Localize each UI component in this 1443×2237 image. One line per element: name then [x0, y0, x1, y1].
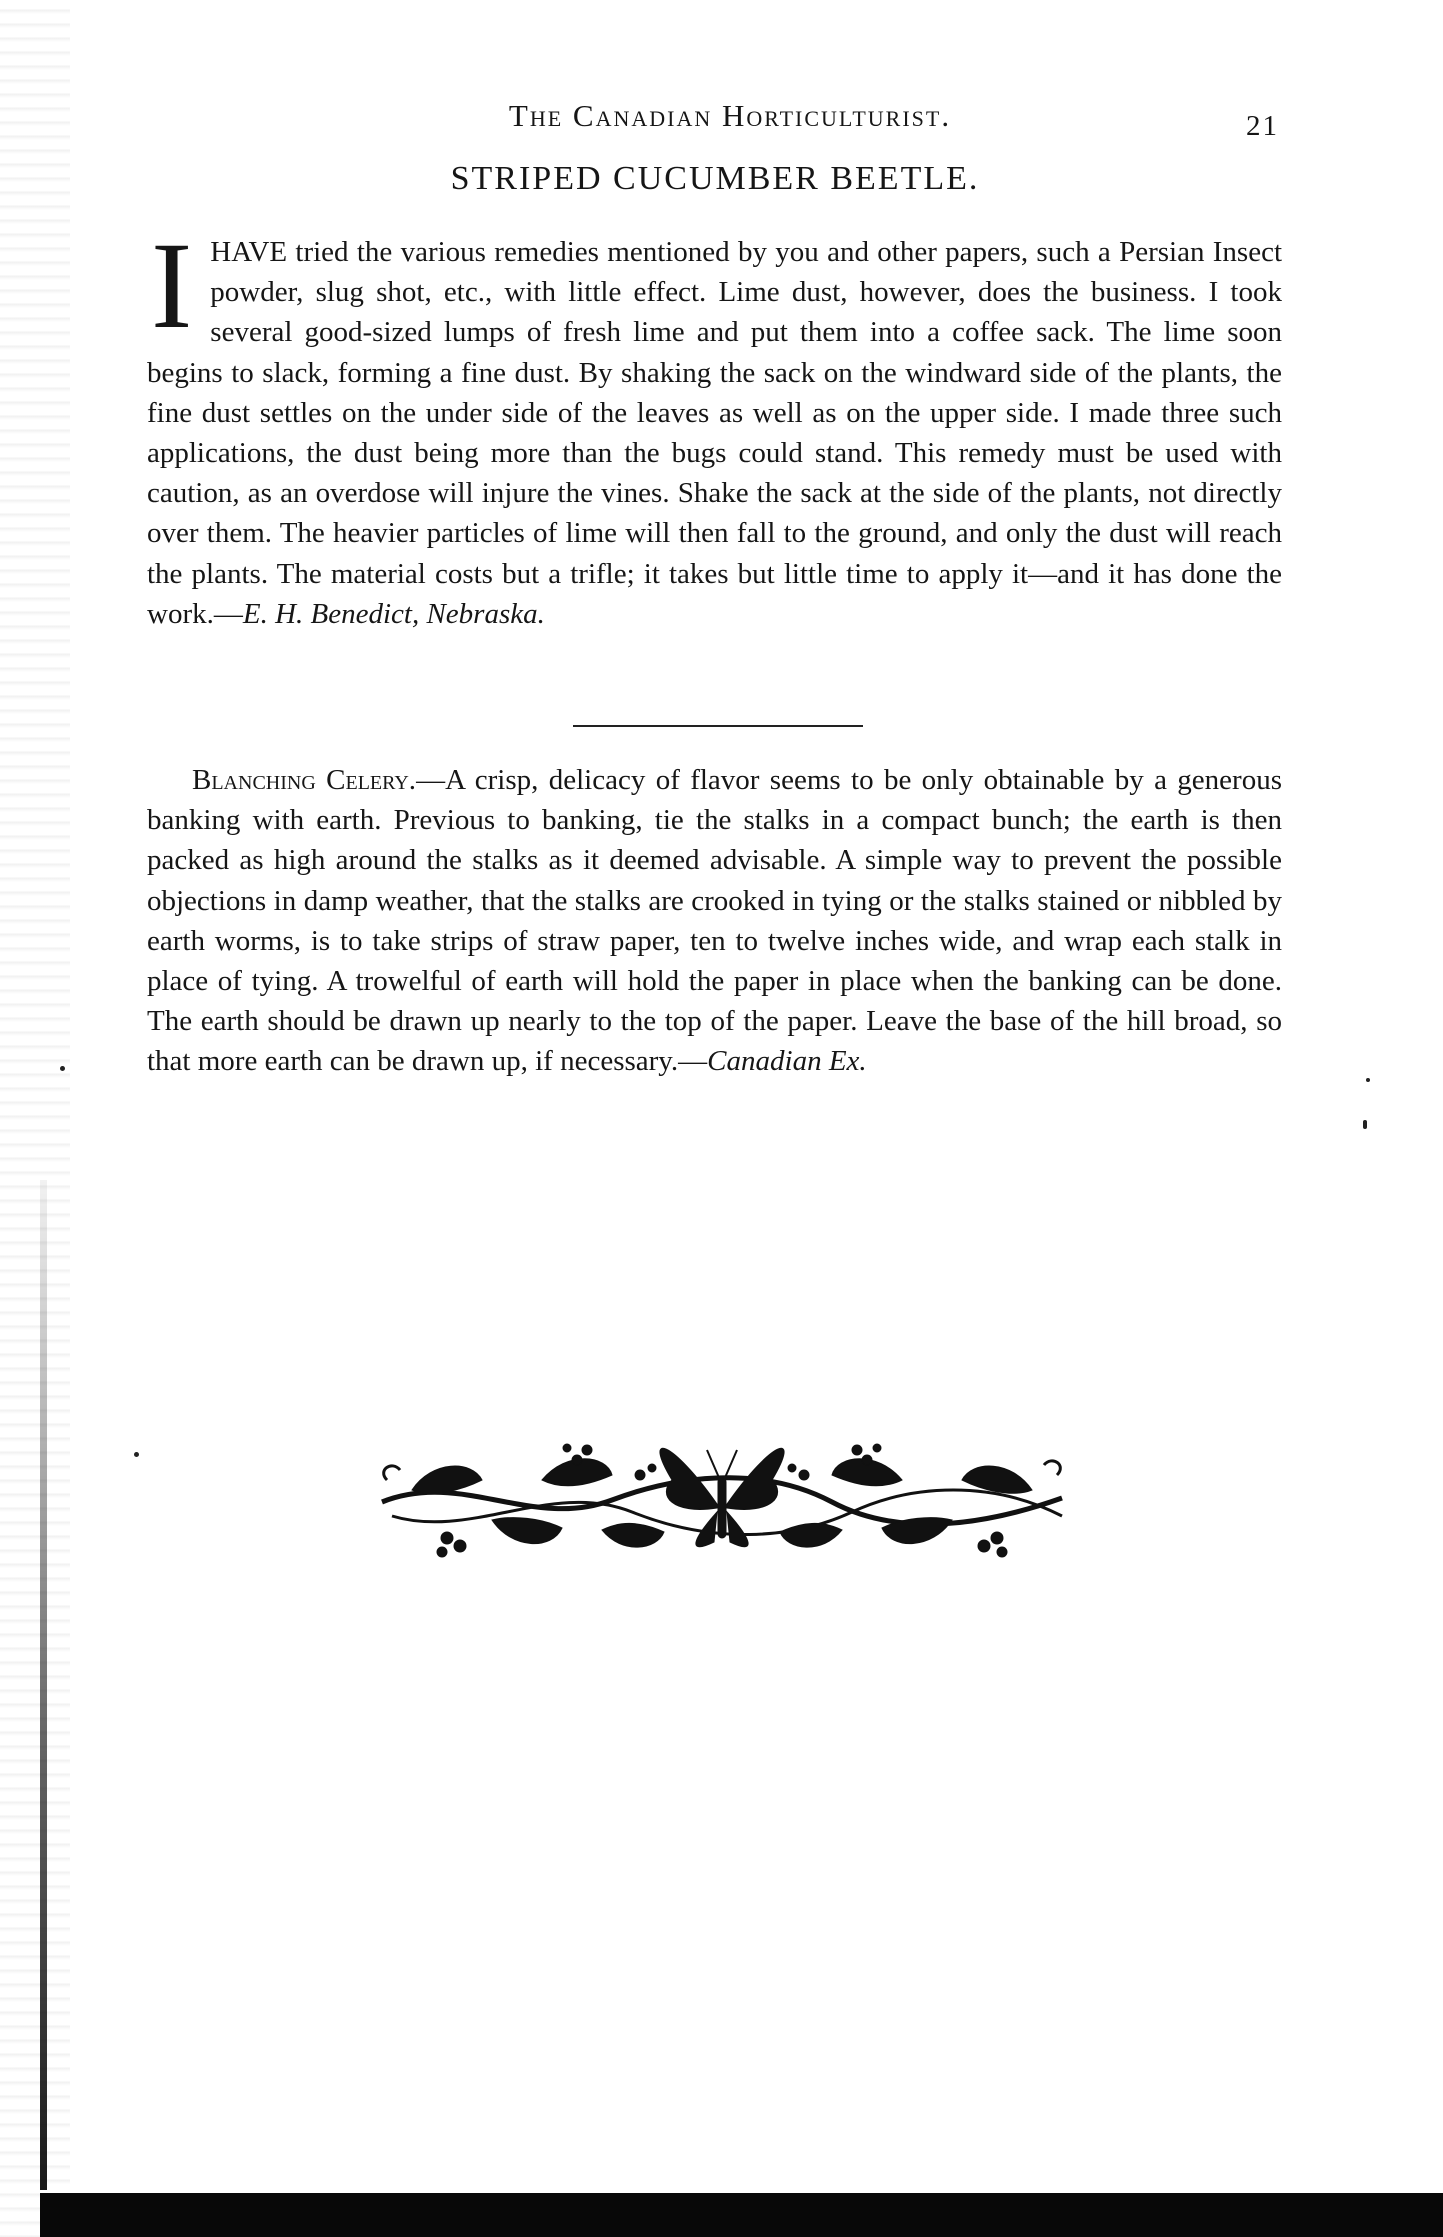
article-lead: Blanching Celery.	[192, 764, 417, 796]
article-blanching-celery	[147, 760, 1282, 1082]
article-body: HAVE tried the various remedies mentioned by you and other papers, such a Persian Insect powder, slug shot, etc., with little effect. Lime dust, however, does the business. I took several good-sized lumps of fresh lime and put them into a coffee sack. The lime soon begins to slack, forming a fine dust. By shaking the sack on the windward side of the plants, the fine dust settles on the under side of the leaves as well as on the upper side. I made three such applications, the dust being more than the bugs could stand. This remedy must be used with caution, as an overdose will injure the vines. Shake the sack at the side of the plants, not directly over them. The heavier particles of lime will then fall to the ground, and only the dust will reach the plants. The material costs but a trifle; it takes but little time to apply it—and it has done the work.—	[147, 236, 1282, 630]
scan-binding-shadow	[40, 1180, 47, 2190]
scan-bottom-edge	[40, 2193, 1443, 2237]
running-title: The Canadian Horticulturist.	[508, 98, 952, 133]
article-title: STRIPED CUCUMBER BEETLE.	[450, 160, 980, 197]
article-source: Canadian Ex.	[707, 1045, 867, 1078]
scan-speck	[134, 1452, 139, 1457]
floral-butterfly-ornament-icon	[372, 1420, 1072, 1570]
section-divider	[573, 725, 863, 727]
article-body: —A crisp, delicacy of flavor seems to be only obtainable by a generous banking with earth. Previous to banking, tie the stalks in a compact bunch; the earth is then packed as high around the stalks as it deemed advisable. A simple way to prevent the possible objections in damp weather, that the stalks are crooked in tying or the stalks stained or nibbled by earth worms, is to take strips of straw paper, ten to twelve inches wide, and wrap each stalk in place of tying. A trowelful of earth will hold the paper in place when the banking can be done. The earth should be drawn up nearly to the top of the paper. Leave the base of the hill broad, so that more earth can be drawn up, if necessary.—	[147, 764, 1282, 1078]
scan-speck	[60, 1066, 65, 1071]
scan-speck	[1363, 1120, 1367, 1129]
article-signature: E. H. Benedict, Nebraska.	[242, 597, 545, 630]
article-paragraph	[147, 217, 1282, 634]
drop-cap: I	[151, 217, 193, 354]
scan-left-edge	[0, 0, 70, 2237]
page-number: 21	[1246, 110, 1279, 142]
article-striped-cucumber-beetle	[147, 217, 1282, 634]
article-paragraph	[147, 760, 1282, 1082]
scan-speck	[1366, 1078, 1370, 1082]
